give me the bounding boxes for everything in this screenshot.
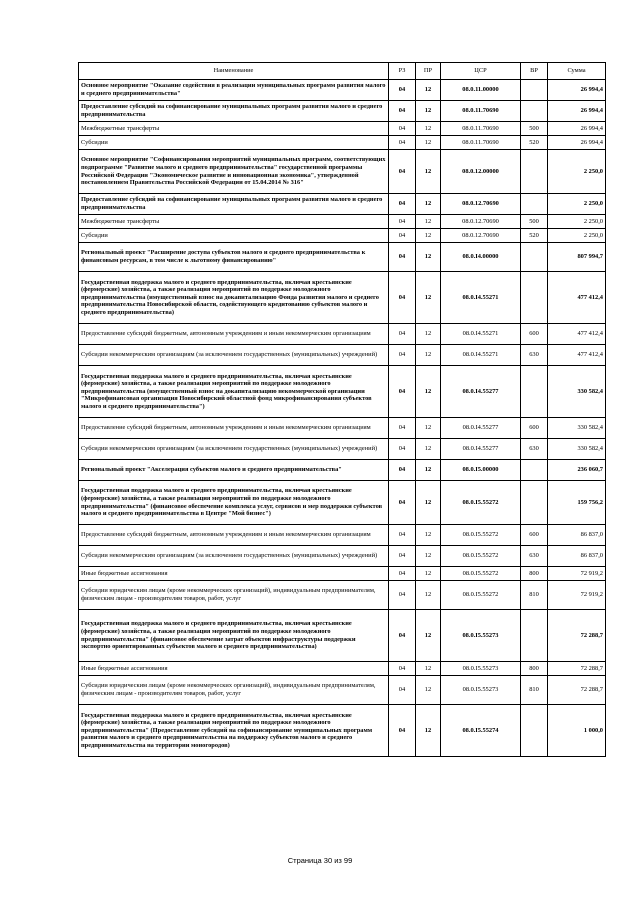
cell-pr: 12 <box>416 366 441 418</box>
cell-sum: 2 250,0 <box>548 215 606 229</box>
cell-name: Субсидии <box>79 229 389 243</box>
cell-rz: 04 <box>389 581 416 610</box>
cell-name: Государственная поддержка малого и среднего предпринимательства, включая крестьянские (фермерские) хозяйства, а также реализация мероприятий по поддержке молодежного предпринимательства (имущественный взнос на докапитализацию Фонда развития малого и среднего предпринимательства Новосибирской области, содействующего кредитованию субъектов малого и среднего предпринимательства) <box>79 272 389 324</box>
table-row <box>79 418 606 439</box>
cell-sum: 236 060,7 <box>548 460 606 481</box>
cell-csr: 08.0.I4.00000 <box>441 243 521 272</box>
cell-pr: 12 <box>416 345 441 366</box>
cell-csr: 08.0.11.70690 <box>441 136 521 150</box>
cell-sum: 159 756,2 <box>548 481 606 525</box>
cell-csr: 08.0.I4.55277 <box>441 366 521 418</box>
cell-pr: 12 <box>416 243 441 272</box>
cell-name: Предоставление субсидий на софинансирование муниципальных программ развития малого и среднего предпринимательства <box>79 194 389 215</box>
header-vr: ВР <box>521 63 548 80</box>
cell-sum: 2 250,0 <box>548 229 606 243</box>
cell-csr: 08.0.12.70690 <box>441 229 521 243</box>
cell-csr: 08.0.I5.55272 <box>441 525 521 546</box>
cell-rz: 04 <box>389 439 416 460</box>
cell-rz: 04 <box>389 418 416 439</box>
cell-csr: 08.0.I5.55274 <box>441 705 521 757</box>
cell-rz: 04 <box>389 101 416 122</box>
cell-sum: 330 582,4 <box>548 439 606 460</box>
table-row <box>79 610 606 662</box>
cell-name: Предоставление субсидий бюджетным, автономным учреждениям и иным некоммерческим организациям <box>79 324 389 345</box>
cell-vr <box>521 101 548 122</box>
cell-pr: 12 <box>416 662 441 676</box>
cell-name: Предоставление субсидий на софинансирование муниципальных программ развития малого и среднего предпринимательства <box>79 101 389 122</box>
cell-pr: 12 <box>416 215 441 229</box>
cell-pr: 12 <box>416 439 441 460</box>
cell-pr: 12 <box>416 460 441 481</box>
cell-sum: 477 412,4 <box>548 324 606 345</box>
cell-rz: 04 <box>389 345 416 366</box>
cell-vr: 630 <box>521 345 548 366</box>
cell-name: Межбюджетные трансферты <box>79 122 389 136</box>
cell-name: Межбюджетные трансферты <box>79 215 389 229</box>
cell-sum: 26 994,4 <box>548 80 606 101</box>
cell-vr <box>521 272 548 324</box>
table-row <box>79 676 606 705</box>
cell-pr: 12 <box>416 567 441 581</box>
table-row <box>79 581 606 610</box>
header-rz: РЗ <box>389 63 416 80</box>
cell-vr: 520 <box>521 136 548 150</box>
cell-sum: 86 837,0 <box>548 525 606 546</box>
cell-csr: 08.0.I4.55271 <box>441 272 521 324</box>
cell-vr: 600 <box>521 324 548 345</box>
cell-rz: 04 <box>389 460 416 481</box>
table-header-row <box>79 63 606 80</box>
cell-vr: 630 <box>521 546 548 567</box>
cell-vr <box>521 243 548 272</box>
cell-pr: 12 <box>416 324 441 345</box>
cell-sum: 330 582,4 <box>548 418 606 439</box>
cell-csr: 08.0.I5.00000 <box>441 460 521 481</box>
cell-pr: 12 <box>416 150 441 194</box>
cell-vr: 500 <box>521 215 548 229</box>
cell-rz: 04 <box>389 525 416 546</box>
cell-sum: 72 919,2 <box>548 567 606 581</box>
cell-sum: 477 412,4 <box>548 272 606 324</box>
cell-csr: 08.0.I4.55277 <box>441 439 521 460</box>
cell-pr: 12 <box>416 272 441 324</box>
cell-csr: 08.0.12.70690 <box>441 215 521 229</box>
cell-name: Основное мероприятие "Софинансирования мероприятий муниципальных программ, соответствующих подпрограмме "Развитие малого и среднего предпринимательства" государственной программы Российской Федерации "Экономическое развитие и инновационная экономика", утвержденной постановлением Правительства Российской Федерации от 15.04.2014 № 316" <box>79 150 389 194</box>
cell-pr: 12 <box>416 481 441 525</box>
cell-rz: 04 <box>389 136 416 150</box>
cell-rz: 04 <box>389 610 416 662</box>
cell-pr: 12 <box>416 194 441 215</box>
cell-sum: 72 919,2 <box>548 581 606 610</box>
header-sum: Сумма <box>548 63 606 80</box>
table-row <box>79 546 606 567</box>
cell-name: Государственная поддержка малого и среднего предпринимательства, включая крестьянские (фермерские) хозяйства, а также реализация мероприятий по поддержке молодежного предпринимательства" (финансовое обеспечение затрат объектов инфраструктуры поддержки экспортно ориентированных субъектов малого и среднего предпринимательства) <box>79 610 389 662</box>
cell-vr: 800 <box>521 662 548 676</box>
cell-sum: 2 250,0 <box>548 194 606 215</box>
cell-name: Региональный проект "Расширение доступа субъектов малого и среднего предпринимательства к финансовым ресурсам, в том числе к льготному финансированию" <box>79 243 389 272</box>
cell-name: Иные бюджетные ассигнования <box>79 567 389 581</box>
cell-pr: 12 <box>416 610 441 662</box>
cell-name: Государственная поддержка малого и среднего предпринимательства, включая крестьянские (фермерские) хозяйства, а также реализация мероприятий по поддержке молодежного предпринимательства" (финансовое обеспечение комплекса услуг, сервисов и мер поддержки субъектов малого и среднего предпринимательства в Центре "Мой бизнес") <box>79 481 389 525</box>
table-row <box>79 345 606 366</box>
cell-rz: 04 <box>389 567 416 581</box>
cell-pr: 12 <box>416 525 441 546</box>
cell-pr: 12 <box>416 229 441 243</box>
cell-pr: 12 <box>416 581 441 610</box>
cell-rz: 04 <box>389 80 416 101</box>
cell-pr: 12 <box>416 136 441 150</box>
cell-csr: 08.0.12.00000 <box>441 150 521 194</box>
cell-csr: 08.0.12.70690 <box>441 194 521 215</box>
table-row <box>79 525 606 546</box>
header-csr: ЦСР <box>441 63 521 80</box>
cell-vr <box>521 194 548 215</box>
cell-sum: 72 288,7 <box>548 676 606 705</box>
table-row <box>79 705 606 757</box>
cell-name: Субсидии юридическим лицам (кроме некоммерческих организаций), индивидуальным предпринимателям, физическим лицам - производителям товаров, работ, услуг <box>79 676 389 705</box>
table-row <box>79 272 606 324</box>
table-row <box>79 481 606 525</box>
cell-pr: 12 <box>416 80 441 101</box>
cell-rz: 04 <box>389 324 416 345</box>
cell-vr: 630 <box>521 439 548 460</box>
table-row <box>79 101 606 122</box>
cell-name: Субсидии <box>79 136 389 150</box>
cell-vr <box>521 705 548 757</box>
cell-csr: 08.0.I5.55272 <box>441 567 521 581</box>
table-row <box>79 439 606 460</box>
cell-sum: 807 994,7 <box>548 243 606 272</box>
table-row <box>79 136 606 150</box>
cell-rz: 04 <box>389 150 416 194</box>
cell-csr: 08.0.I4.55271 <box>441 345 521 366</box>
cell-sum: 2 250,0 <box>548 150 606 194</box>
cell-pr: 12 <box>416 122 441 136</box>
cell-vr <box>521 80 548 101</box>
cell-rz: 04 <box>389 194 416 215</box>
cell-name: Иные бюджетные ассигнования <box>79 662 389 676</box>
cell-vr <box>521 366 548 418</box>
cell-vr: 500 <box>521 122 548 136</box>
cell-name: Государственная поддержка малого и среднего предпринимательства, включая крестьянские (фермерские) хозяйства, а также реализация мероприятий по поддержке молодежного предпринимательства" (Предоставление субсидий на софинансирование муниципальных программ развития малого и среднего предпринимательства на поддержку субъектов малого и среднего предпринимательства на территории моногородов) <box>79 705 389 757</box>
cell-csr: 08.0.11.70690 <box>441 101 521 122</box>
header-pr: ПР <box>416 63 441 80</box>
table-row <box>79 567 606 581</box>
cell-rz: 04 <box>389 122 416 136</box>
cell-csr: 08.0.I5.55272 <box>441 546 521 567</box>
cell-rz: 04 <box>389 705 416 757</box>
cell-csr: 08.0.I4.55277 <box>441 418 521 439</box>
table-row <box>79 243 606 272</box>
cell-csr: 08.0.I4.55271 <box>441 324 521 345</box>
cell-sum: 330 582,4 <box>548 366 606 418</box>
cell-csr: 08.0.11.00000 <box>441 80 521 101</box>
cell-name: Субсидии некоммерческим организациям (за исключением государственных (муниципальных) учреждений) <box>79 439 389 460</box>
cell-sum: 477 412,4 <box>548 345 606 366</box>
cell-csr: 08.0.I5.55272 <box>441 481 521 525</box>
cell-name: Субсидии некоммерческим организациям (за исключением государственных (муниципальных) учреждений) <box>79 546 389 567</box>
cell-vr: 800 <box>521 567 548 581</box>
cell-rz: 04 <box>389 546 416 567</box>
cell-sum: 72 288,7 <box>548 662 606 676</box>
cell-rz: 04 <box>389 662 416 676</box>
cell-csr: 08.0.11.70690 <box>441 122 521 136</box>
cell-pr: 12 <box>416 546 441 567</box>
table-row <box>79 366 606 418</box>
cell-csr: 08.0.I5.55273 <box>441 662 521 676</box>
cell-vr <box>521 460 548 481</box>
table-row <box>79 150 606 194</box>
cell-name: Основное мероприятие "Оказание содействия в реализации муниципальных программ развития малого и среднего предпринимательства" <box>79 80 389 101</box>
page-number: Страница 30 из 99 <box>287 856 353 865</box>
cell-name: Субсидии юридическим лицам (кроме некоммерческих организаций), индивидуальным предпринимателям, физическим лицам - производителям товаров, работ, услуг <box>79 581 389 610</box>
cell-pr: 12 <box>416 705 441 757</box>
cell-sum: 86 837,0 <box>548 546 606 567</box>
header-name: Наименование <box>79 63 389 80</box>
cell-csr: 08.0.I5.55273 <box>441 676 521 705</box>
cell-sum: 72 288,7 <box>548 610 606 662</box>
cell-name: Предоставление субсидий бюджетным, автономным учреждениям и иным некоммерческим организациям <box>79 525 389 546</box>
cell-sum: 26 994,4 <box>548 101 606 122</box>
cell-pr: 12 <box>416 101 441 122</box>
cell-name: Государственная поддержка малого и среднего предпринимательства, включая крестьянские (фермерские) хозяйства, а также реализация мероприятий по поддержке молодежного предпринимательства (имущественный взнос на докапитализацию некоммерческой организации "Микрофинансовая организация Новосибирский областной фонд микрофинансирования субъектов малого и среднего предпринимательства") <box>79 366 389 418</box>
cell-vr: 520 <box>521 229 548 243</box>
cell-sum: 26 994,4 <box>548 136 606 150</box>
cell-vr: 600 <box>521 418 548 439</box>
table-row <box>79 229 606 243</box>
cell-vr: 600 <box>521 525 548 546</box>
cell-pr: 12 <box>416 676 441 705</box>
table-row <box>79 194 606 215</box>
table-row <box>79 324 606 345</box>
cell-rz: 04 <box>389 243 416 272</box>
cell-rz: 04 <box>389 272 416 324</box>
cell-csr: 08.0.I5.55272 <box>441 581 521 610</box>
cell-vr: 810 <box>521 676 548 705</box>
cell-name: Субсидии некоммерческим организациям (за исключением государственных (муниципальных) учреждений) <box>79 345 389 366</box>
cell-name: Предоставление субсидий бюджетным, автономным учреждениям и иным некоммерческим организациям <box>79 418 389 439</box>
budget-table-container <box>78 62 605 757</box>
table-row <box>79 662 606 676</box>
cell-sum: 26 994,4 <box>548 122 606 136</box>
budget-table <box>78 62 606 757</box>
cell-name: Региональный проект "Акселерация субъектов малого и среднего предпринимательства" <box>79 460 389 481</box>
cell-vr <box>521 150 548 194</box>
cell-sum: 1 000,0 <box>548 705 606 757</box>
cell-vr: 810 <box>521 581 548 610</box>
cell-rz: 04 <box>389 481 416 525</box>
cell-rz: 04 <box>389 676 416 705</box>
cell-csr: 08.0.I5.55273 <box>441 610 521 662</box>
cell-pr: 12 <box>416 418 441 439</box>
cell-rz: 04 <box>389 229 416 243</box>
table-row <box>79 122 606 136</box>
table-row <box>79 460 606 481</box>
cell-vr <box>521 610 548 662</box>
table-row <box>79 215 606 229</box>
cell-vr <box>521 481 548 525</box>
cell-rz: 04 <box>389 366 416 418</box>
table-row <box>79 80 606 101</box>
table-body <box>79 80 606 757</box>
cell-rz: 04 <box>389 215 416 229</box>
